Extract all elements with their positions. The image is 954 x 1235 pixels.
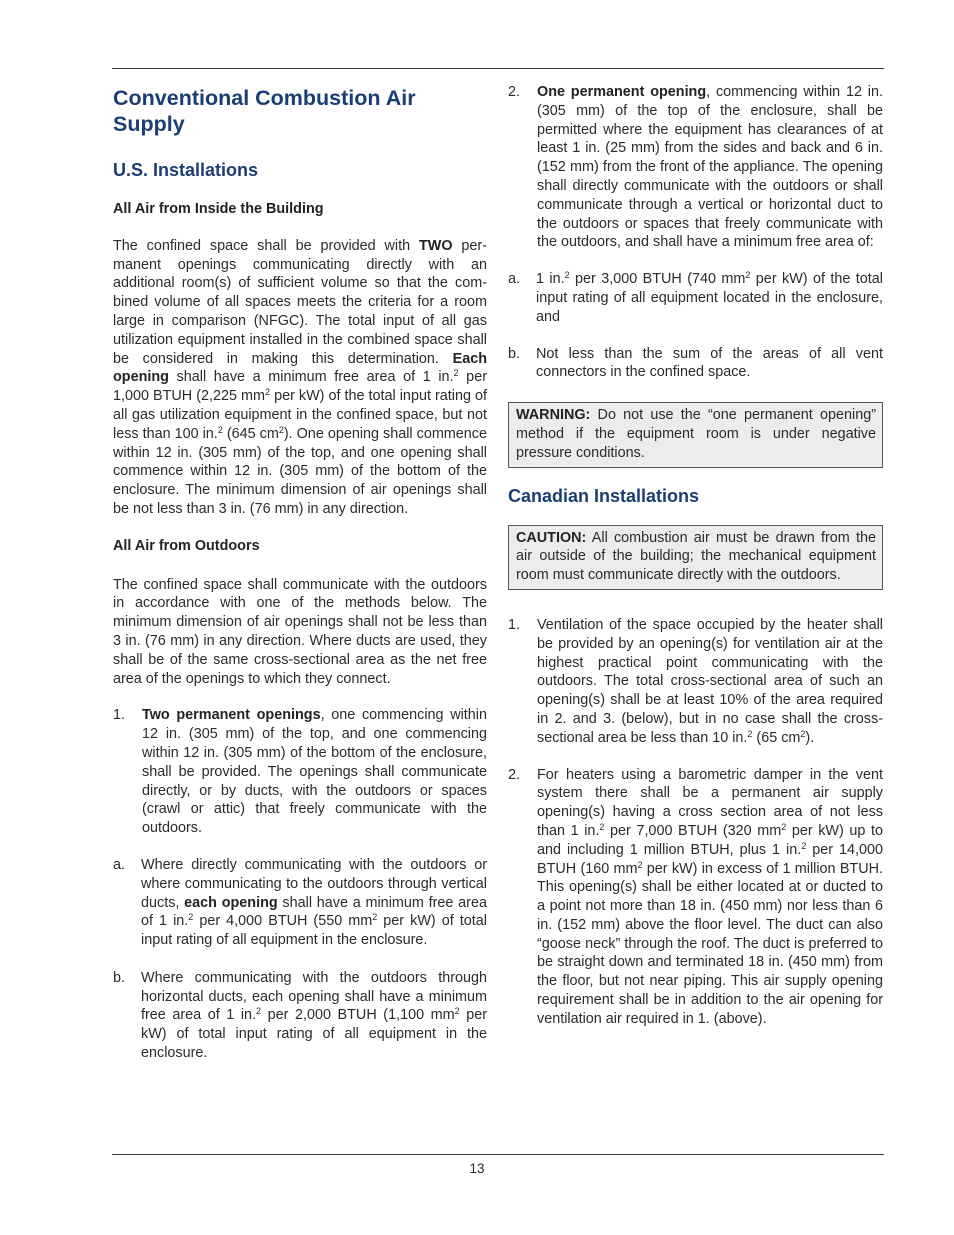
list-subitem: b. Where communicating with the outdoors through horizontal ducts, each opening shall have a minimum free area of 1 in.$^2$ per 2,000 BTUH (1,100 $mm^2$ per kW) of total input rating of all equipment in the enclosure. <box>113 969 487 1062</box>
us-installations-heading: U.S. Installations <box>113 160 259 180</box>
outdoors-intro-paragraph: The confined space shall communicate with the outdoors in accordance with one of the methods below. The minimum dimension of air openings shall not be less than 3 in. (76 mm) in any direction. Where ducts are used, they shall be of the same cross-sectional area as the net free area of the openings to which they connect. <box>113 576 487 687</box>
list-item: 1. Ventilation of the space occupied by the heater shall be provided by an opening(s) for ventilation air at the highest practical point communicating with the outdoors. The total cross-sectional area of such an opening(s) shall be at least 10% of the area required in 2. and 3. (below), but in no case shall the cross-sectional area be less than 10 in.$^2$ (65 $cm^2$). <box>508 616 883 746</box>
caution-label: CAUTION: <box>516 529 587 546</box>
list-subitem: a. Where directly communicating with the outdoors or where communicating to the outdoors through vertical ducts, each opening shall have a minimum free area of 1 in.$^2$ per 4,000 BTUH (550 $mm^2$ per kW) of total input rating of all equipment in the enclosure. <box>113 856 487 949</box>
caution-box: CAUTION: All combustion air must be drawn from the air outside of the building; the mechanical equipment room must communicate directly with the outdoors. <box>508 525 883 590</box>
list-subitem: a. 1 in.$^2$ per 3,000 BTUH (740 $mm^2$ per kW) of the total input rating of all equipment located in the enclosure, and <box>508 270 883 325</box>
page-title: Conventional Combustion Air Supply <box>113 86 416 136</box>
bottom-rule <box>112 1154 884 1155</box>
top-rule <box>112 68 884 69</box>
warning-label: WARNING: <box>516 407 591 424</box>
page-number: 13 <box>469 1161 485 1176</box>
right-column <box>508 83 883 1029</box>
inside-air-heading: All Air from Inside the Building <box>113 201 324 217</box>
outdoors-air-heading: All Air from Outdoors <box>113 537 260 554</box>
warning-box: WARNING: Do not use the “one permanent opening” method if the equipment room is under negative pressure conditions. <box>508 402 883 467</box>
list-subitem: b. Not less than the sum of the areas of all vent connectors in the confined space. <box>508 345 883 381</box>
inside-air-paragraph: The confined space shall be provided with TWO permanent openings communicating directly with an additional room(s) of sufficient volume so that the combined volume of all spaces meets the criteria for a room large in comparison (NFGC). The total input of all gas utilization equipment installed in the combined space shall be considered in making this determination. Each opening shall have a minimum free area of 1 in.$^2$ per 1,000 BTUH (2,225 $mm^2$ per kW) of the total input rating of all gas utilization equipment in the confined space, but not less than 100 in.$^2$ (645 $cm^2$). One opening shall commence within 12 in. (305 mm) of the top, and one opening shall commence within 12 in. (305 mm) of the bottom of the enclosure. The minimum dimension of air openings shall be not less than 3 in. (76 mm) in any direction. <box>113 237 488 517</box>
left-column <box>113 83 487 1063</box>
list-item: 2. One permanent opening, commencing within 12 in. (305 mm) of the top of the enclosure, shall be permitted where the equipment has clearances of at least 1 in. (25 mm) from the sides and back and 6 in. (152 mm) from the front of the appliance. The opening shall directly communicate with the outdoors or shall communicate through a vertical or horizontal duct to the outdoors or spaces that freely communicate with the outdoors, and shall have a minimum free area of: <box>508 84 883 251</box>
list-item: 1. Two permanent openings, one commencing within 12 in. (305 mm) of the top, and one commencing within 12 in. (305 mm) of the bottom of the enclosure, shall be provided. The openings shall communicate directly, or by ducts, with the outdoors or spaces (crawl or attic) that freely communicate with the outdoors. <box>113 707 488 837</box>
canadian-installations-heading: Canadian Installations <box>508 485 700 506</box>
list-item: 2. For heaters using a barometric damper in the vent system there shall be a permanent air supply opening(s) having a cross section area of not less than 1 in.$^2$ per 7,000 BTUH (320 $mm^2$ per kW) up to and including 1 million BTUH, plus 1 in.$^2$ per 14,000 BTUH (160 $mm^2$ per kW) in excess of 1 million BTUH. This opening(s) shall be either located at or ducted to a point not more than 18 in. (450 mm) nor less than 6 in. (152 mm) above the floor level. The duct can also “goose neck” through the roof. The duct is preferred to be straight down and terminated 18 in. (450 mm) from the floor, but not near piping. This air supply opening requirement shall be in addition to the air opening for ventilation air required in 1. (above). <box>508 766 883 1027</box>
